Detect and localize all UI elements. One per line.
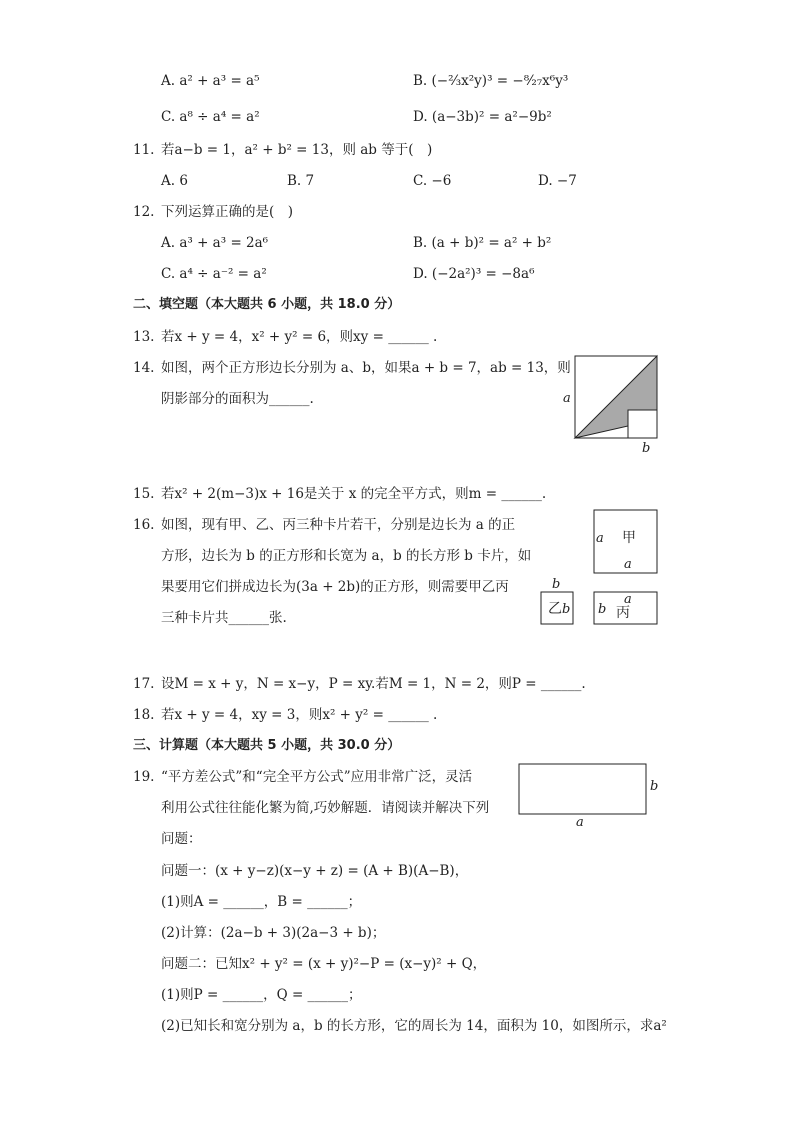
- q11-stem: 若a−b = 1，a² + b² = 13，则 ab 等于( ): [161, 142, 433, 158]
- q14-squares-figure: [560, 352, 664, 458]
- q16-card-bing: 丙: [616, 605, 630, 621]
- q11-option-c: C. −6: [413, 173, 452, 189]
- q19-label-b: b: [650, 779, 659, 794]
- q19-line-2: 利用公式往往能化繁为简,巧妙解题．请阅读并解决下列: [161, 800, 490, 816]
- q10-option-d: D. (a−3b)² = a²−9b²: [413, 109, 552, 125]
- q19-line-5: (1)则A = ______，B = ______；: [161, 894, 362, 910]
- q14-label-a: a: [563, 391, 571, 406]
- q17-stem: 设M = x + y，N = x−y，P = xy.若M = 1，N = 2，则P = ______.: [161, 676, 586, 692]
- section-calculation-heading: 三、计算题（本大题共 5 小题，共 30.0 分）: [133, 738, 401, 753]
- q14-label-b: b: [642, 441, 651, 456]
- q13-number: 13.: [133, 329, 155, 345]
- q16-bing-label-a: a: [624, 592, 632, 607]
- q16-yi-label-b-side: b: [562, 602, 571, 617]
- q16-card-yi: 乙: [548, 601, 562, 617]
- q16-line-4: 三种卡片共______张.: [161, 610, 287, 626]
- q12-option-c: C. a⁴ ÷ a⁻² = a²: [161, 266, 267, 282]
- q16-line-1: 如图，现有甲、乙、丙三种卡片若干，分别是边长为 a 的正: [161, 517, 516, 533]
- q16-bing-label-b: b: [598, 602, 607, 617]
- q19-line-4: 问题一：(x + y−z)(x−y + z) = (A + B)(A−B)，: [161, 863, 469, 879]
- q19-line-1: “平方差公式”和“完全平方公式”应用非常广泛，灵活: [161, 769, 473, 785]
- q16-line-2: 方形，边长为 b 的正方形和长宽为 a，b 的长方形 b 卡片，如: [161, 548, 532, 564]
- q19-rectangle-figure: [514, 760, 662, 830]
- q12-stem: 下列运算正确的是( ): [161, 204, 294, 220]
- q19-line-8: (1)则P = ______，Q = ______；: [161, 987, 362, 1003]
- q10-option-c: C. a⁸ ÷ a⁴ = a²: [161, 109, 260, 125]
- q10-option-b: B. (−²⁄₃x²y)³ = −⁸⁄₂₇x⁶y³: [413, 73, 569, 89]
- q11-number: 11.: [133, 142, 155, 158]
- q14-line-2: 阴影部分的面积为______.: [161, 391, 314, 407]
- q15-number: 15.: [133, 486, 155, 502]
- q17-number: 17.: [133, 676, 155, 692]
- q11-option-b: B. 7: [287, 173, 315, 189]
- q16-yi-label-b: b: [552, 577, 561, 592]
- q11-option-d: D. −7: [538, 173, 577, 189]
- q18-number: 18.: [133, 707, 155, 723]
- q16-jia-label-a-bottom: a: [624, 557, 632, 572]
- q19-number: 19.: [133, 769, 155, 785]
- q11-option-a: A. 6: [161, 173, 188, 189]
- q10-option-a: A. a² + a³ = a⁵: [161, 73, 260, 89]
- q12-option-b: B. (a + b)² = a² + b²: [413, 235, 552, 251]
- q12-option-a: A. a³ + a³ = 2a⁶: [161, 235, 269, 251]
- q16-card-jia: 甲: [622, 530, 636, 546]
- q16-jia-label-a: a: [596, 531, 604, 546]
- q16-cards-figure: [536, 506, 661, 630]
- q16-number: 16.: [133, 517, 155, 533]
- q19-line-9: (2)已知长和宽分别为 a，b 的长方形，它的周长为 14，面积为 10，如图所示，求a²: [161, 1018, 667, 1034]
- q19-line-6: (2)计算：(2a−b + 3)(2a−3 + b)；: [161, 925, 386, 941]
- q13-stem: 若x + y = 4，x² + y² = 6，则xy = ______ .: [161, 329, 438, 345]
- q16-line-3: 果要用它们拼成边长为(3a + 2b)的正方形，则需要甲乙丙: [161, 579, 509, 595]
- section-fill-in-blank-heading: 二、填空题（本大题共 6 小题，共 18.0 分）: [133, 297, 401, 312]
- q14-number: 14.: [133, 360, 155, 376]
- q15-stem: 若x² + 2(m−3)x + 16是关于 x 的完全平方式，则m = ______.: [161, 486, 547, 502]
- q19-label-a: a: [576, 815, 584, 830]
- q12-number: 12.: [133, 204, 155, 220]
- q19-line-3: 问题：: [161, 831, 202, 847]
- q14-line-1: 如图，两个正方形边长分别为 a、b，如果a + b = 7，ab = 13，则: [161, 360, 571, 376]
- q18-stem: 若x + y = 4，xy = 3，则x² + y² = ______ .: [161, 707, 438, 723]
- q12-option-d: D. (−2a²)³ = −8a⁶: [413, 266, 535, 282]
- q19-line-7: 问题二：已知x² + y² = (x + y)²−P = (x−y)² + Q，: [161, 956, 487, 972]
